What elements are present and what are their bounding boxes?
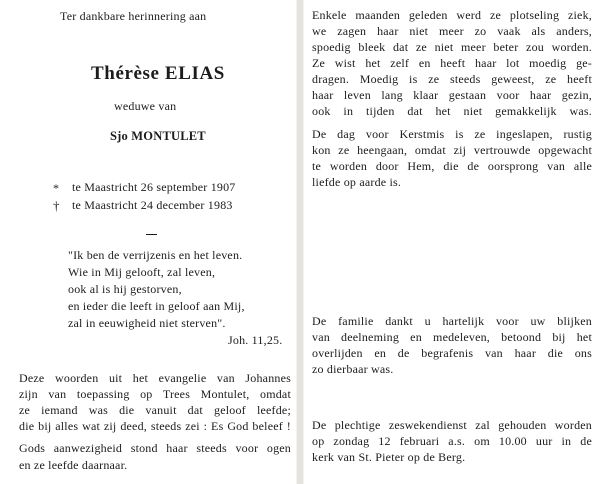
text-line: van deelneming en medeleven, betoond bij het [312, 330, 592, 344]
birth-star-icon: * [53, 181, 59, 195]
text-line: op zondag 12 februari a.s. om 10.00 uur in de [312, 434, 592, 448]
intro-line: Ter dankbare herinnering aan [60, 9, 207, 23]
text-line: dragen. Moedig is ze steeds geweest, ze heeft [312, 72, 592, 86]
spouse-name: Sjo MONTULET [110, 129, 206, 143]
text-line: Gods aanwezigheid stond haar steeds voor ogen [19, 441, 291, 455]
text-line: De familie dankt u hartelijk voor uw blijken [312, 314, 592, 328]
separator-dash [146, 234, 157, 235]
text-line: die bij alles wat zij deed, steeds zei : Es God beleef ! [19, 419, 291, 433]
text-line: zijn van toepassing op Trees Montulet, omdat [19, 387, 291, 401]
relation-line: weduwe van [114, 99, 177, 113]
text-line: ze iemand was die vanuit dat geloof leefde; [19, 403, 291, 417]
text-line: De plechtige zeswekendienst zal gehouden worden [312, 418, 592, 432]
right-page [304, 0, 600, 484]
text-line: Deze woorden uit het evangelie van Johannes [19, 371, 291, 385]
text-line: overlijden en de begrafenis van haar die ons [312, 346, 592, 360]
birth-line: te Maastricht 26 september 1907 [72, 180, 236, 194]
deceased-name: Thérèse ELIAS [91, 63, 225, 84]
text-line: kerk van St. Pieter op de Berg. [312, 450, 466, 464]
text-line: we zagen haar niet meer zo vaak als anders, [312, 24, 592, 38]
text-line: zo dierbaar was. [312, 362, 394, 376]
page-fold [297, 0, 303, 484]
text-line: liefde op aarde is. [312, 175, 402, 189]
quote-reference: Joh. 11,25. [228, 333, 283, 347]
text-line: haar leven lang klaar gestaan voor haar gezin, [312, 88, 592, 102]
quote-line: ook al is hij gestorven, [68, 282, 182, 296]
text-line: ook in tijden dat het niet gemakkelijk was. [312, 104, 592, 118]
text-line: en ze leefde daarnaar. [19, 458, 128, 472]
left-page [0, 0, 296, 484]
text-line: spoedig bleek dat ze niet meer beter zou worden. [312, 40, 592, 54]
death-line: te Maastricht 24 december 1983 [72, 198, 233, 212]
quote-line: zal in eeuwigheid niet sterven". [68, 316, 226, 330]
quote-line: Wie in Mij gelooft, zal leven, [68, 265, 216, 279]
quote-line: "Ik ben de verrijzenis en het leven. [68, 248, 243, 262]
text-line: Ze wist het zelf en heeft haar lot moedig ge- [312, 56, 592, 70]
quote-line: en ieder die leeft in geloof aan Mij, [68, 299, 245, 313]
text-line: Enkele maanden geleden werd ze plotseling ziek, [312, 8, 592, 22]
text-line: kon ze heengaan, omdat zij vertrouwde opgewacht [312, 143, 592, 157]
text-line: te worden door Hem, die de oorsprong van alle [312, 159, 592, 173]
death-cross-icon: † [53, 198, 60, 213]
text-line: De dag voor Kerstmis is ze ingeslapen, rustig [312, 127, 592, 141]
